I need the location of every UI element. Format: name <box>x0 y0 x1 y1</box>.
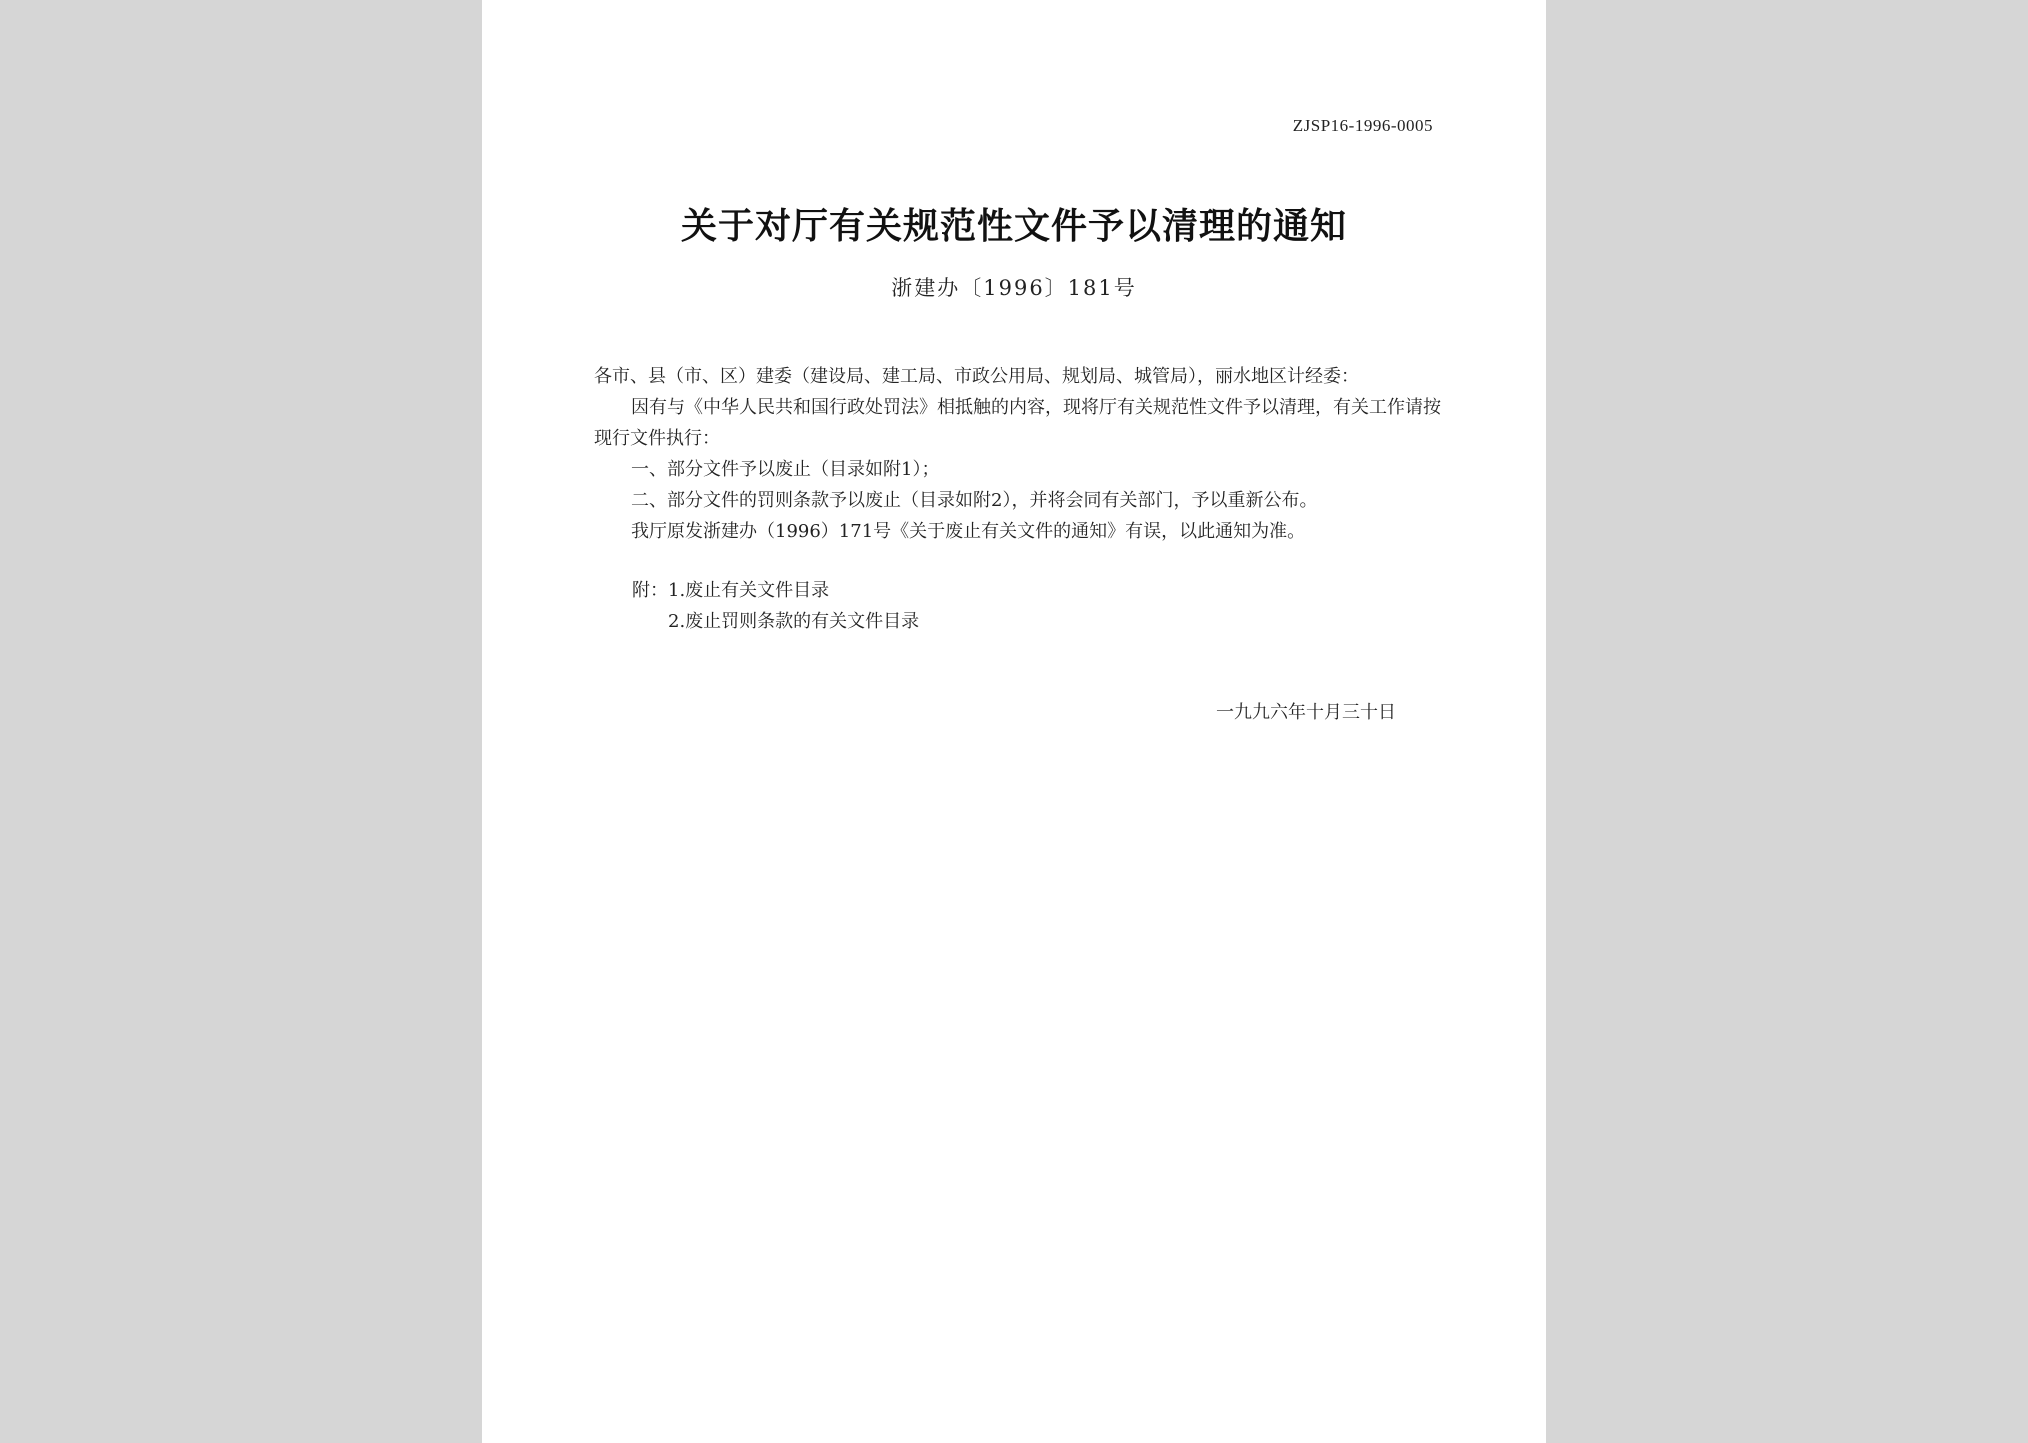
document-page <box>482 0 1546 1443</box>
body-paragraph: 因有与《中华人民共和国行政处罚法》相抵触的内容，现将厅有关规范性文件予以清理，有关工作请按现行文件执行： <box>594 397 1441 449</box>
document-number: 浙建办〔1996〕181号 <box>891 276 1137 300</box>
addressee: 各市、县（市、区）建委（建设局、建工局、市政公用局、规划局、城管局），丽水地区计经委： <box>594 366 1359 387</box>
body-paragraph: 我厅原发浙建办（1996）171号《关于废止有关文件的通知》有误，以此通知为准。 <box>631 521 1306 542</box>
attachment-item: 2.废止罚则条款的有关文件目录 <box>668 611 920 632</box>
body-paragraph: 二、部分文件的罚则条款予以废止（目录如附2），并将会同有关部门，予以重新公布。 <box>631 490 1318 511</box>
document-code: ZJSP16-1996-0005 <box>1292 116 1433 135</box>
attachments-list <box>632 575 919 637</box>
body-paragraph: 一、部分文件予以废止（目录如附1）； <box>631 459 940 480</box>
document-title: 关于对厅有关规范性文件予以清理的通知 <box>680 205 1347 247</box>
document-body <box>594 361 1444 547</box>
attachment-item: 附：1.废止有关文件目录 <box>632 580 830 601</box>
document-date: 一九九六年十月三十日 <box>1216 702 1396 723</box>
